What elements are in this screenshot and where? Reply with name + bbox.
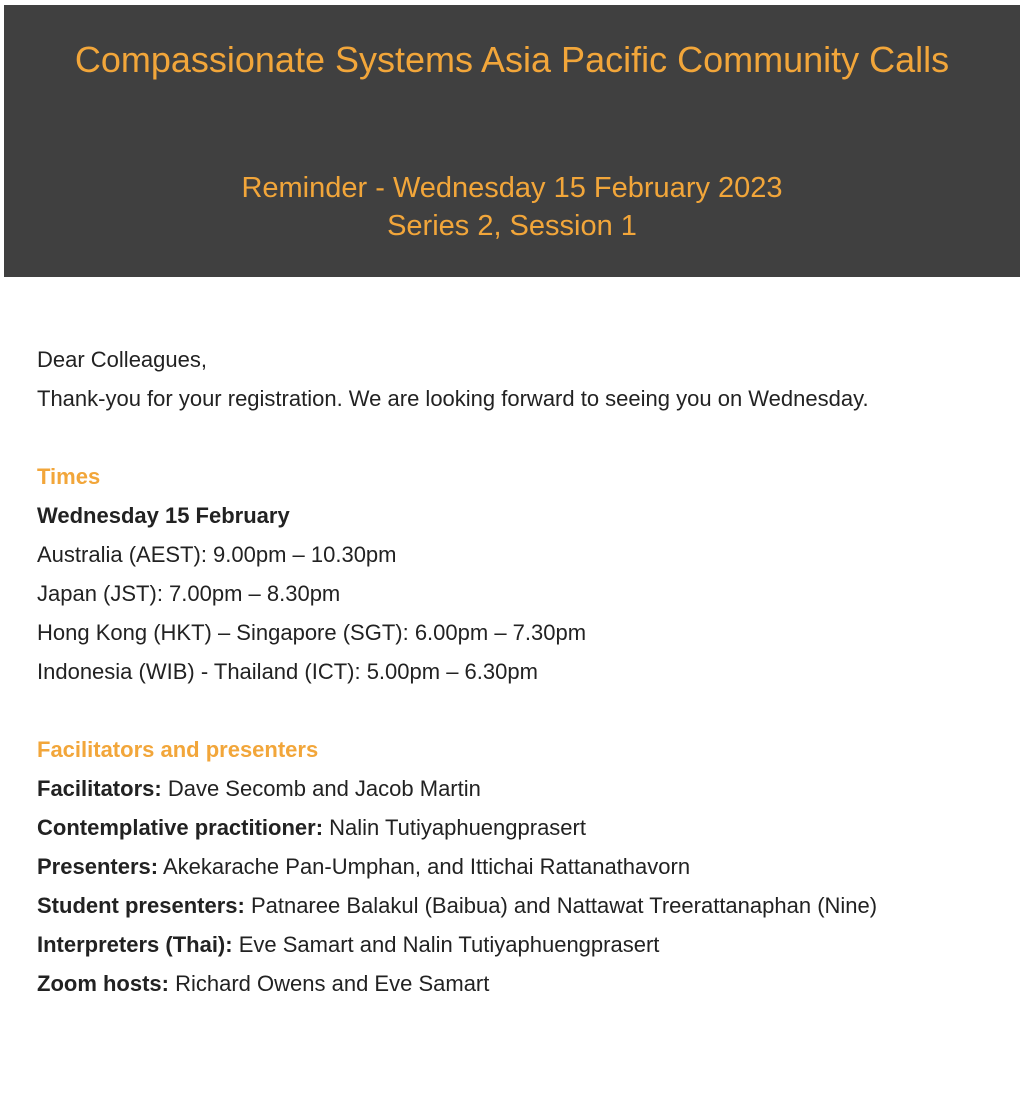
people-label: Student presenters: — [37, 893, 245, 918]
people-label: Facilitators: — [37, 776, 162, 801]
greeting: Dear Colleagues, — [37, 347, 207, 372]
people-row-contemplative — [37, 808, 957, 847]
people-label: Contemplative practitioner: — [37, 815, 324, 840]
email-subtitle — [44, 169, 980, 245]
people-heading: Facilitators and presenters — [37, 737, 319, 762]
people-value: Patnaree Balakul (Baibua) and Nattawat Treerattanaphan (Nine) — [244, 893, 878, 918]
times-day: Wednesday 15 February — [37, 503, 290, 528]
time-row-japan: Japan (JST): 7.00pm – 8.30pm — [37, 581, 341, 606]
time-row-hongkong-singapore: Hong Kong (HKT) – Singapore (SGT): 6.00pm – 7.30pm — [37, 620, 587, 645]
spacer — [37, 691, 957, 730]
email-header-banner — [4, 5, 1020, 277]
people-value: Dave Secomb and Jacob Martin — [161, 776, 481, 801]
people-value: Richard Owens and Eve Samart — [169, 971, 490, 996]
people-row-facilitators — [37, 769, 957, 808]
people-row-student-presenters — [37, 886, 957, 925]
intro-paragraph: Thank-you for your registration. We are looking forward to seeing you on Wednesday. — [37, 386, 869, 411]
people-label: Zoom hosts: — [37, 971, 169, 996]
spacer — [37, 418, 957, 457]
people-value: Eve Samart and Nalin Tutiyaphuengprasert — [232, 932, 660, 957]
people-row-interpreters — [37, 925, 957, 964]
series-session: Series 2, Session 1 — [387, 210, 637, 242]
times-heading: Times — [37, 464, 101, 489]
people-label: Interpreters (Thai): — [37, 932, 233, 957]
people-value: Akekarache Pan-Umphan, and Ittichai Rattanathavorn — [158, 854, 691, 879]
email-title: Compassionate Systems Asia Pacific Community Calls — [74, 39, 950, 80]
time-row-australia: Australia (AEST): 9.00pm – 10.30pm — [37, 542, 397, 567]
people-value: Nalin Tutiyaphuengprasert — [323, 815, 586, 840]
people-label: Presenters: — [37, 854, 159, 879]
people-row-presenters — [37, 847, 957, 886]
time-row-indonesia-thailand: Indonesia (WIB) - Thailand (ICT): 5.00pm – 6.30pm — [37, 659, 538, 684]
email-body — [37, 340, 957, 1003]
people-row-zoom-hosts — [37, 964, 957, 1003]
reminder-date: Reminder - Wednesday 15 February 2023 — [241, 172, 783, 204]
